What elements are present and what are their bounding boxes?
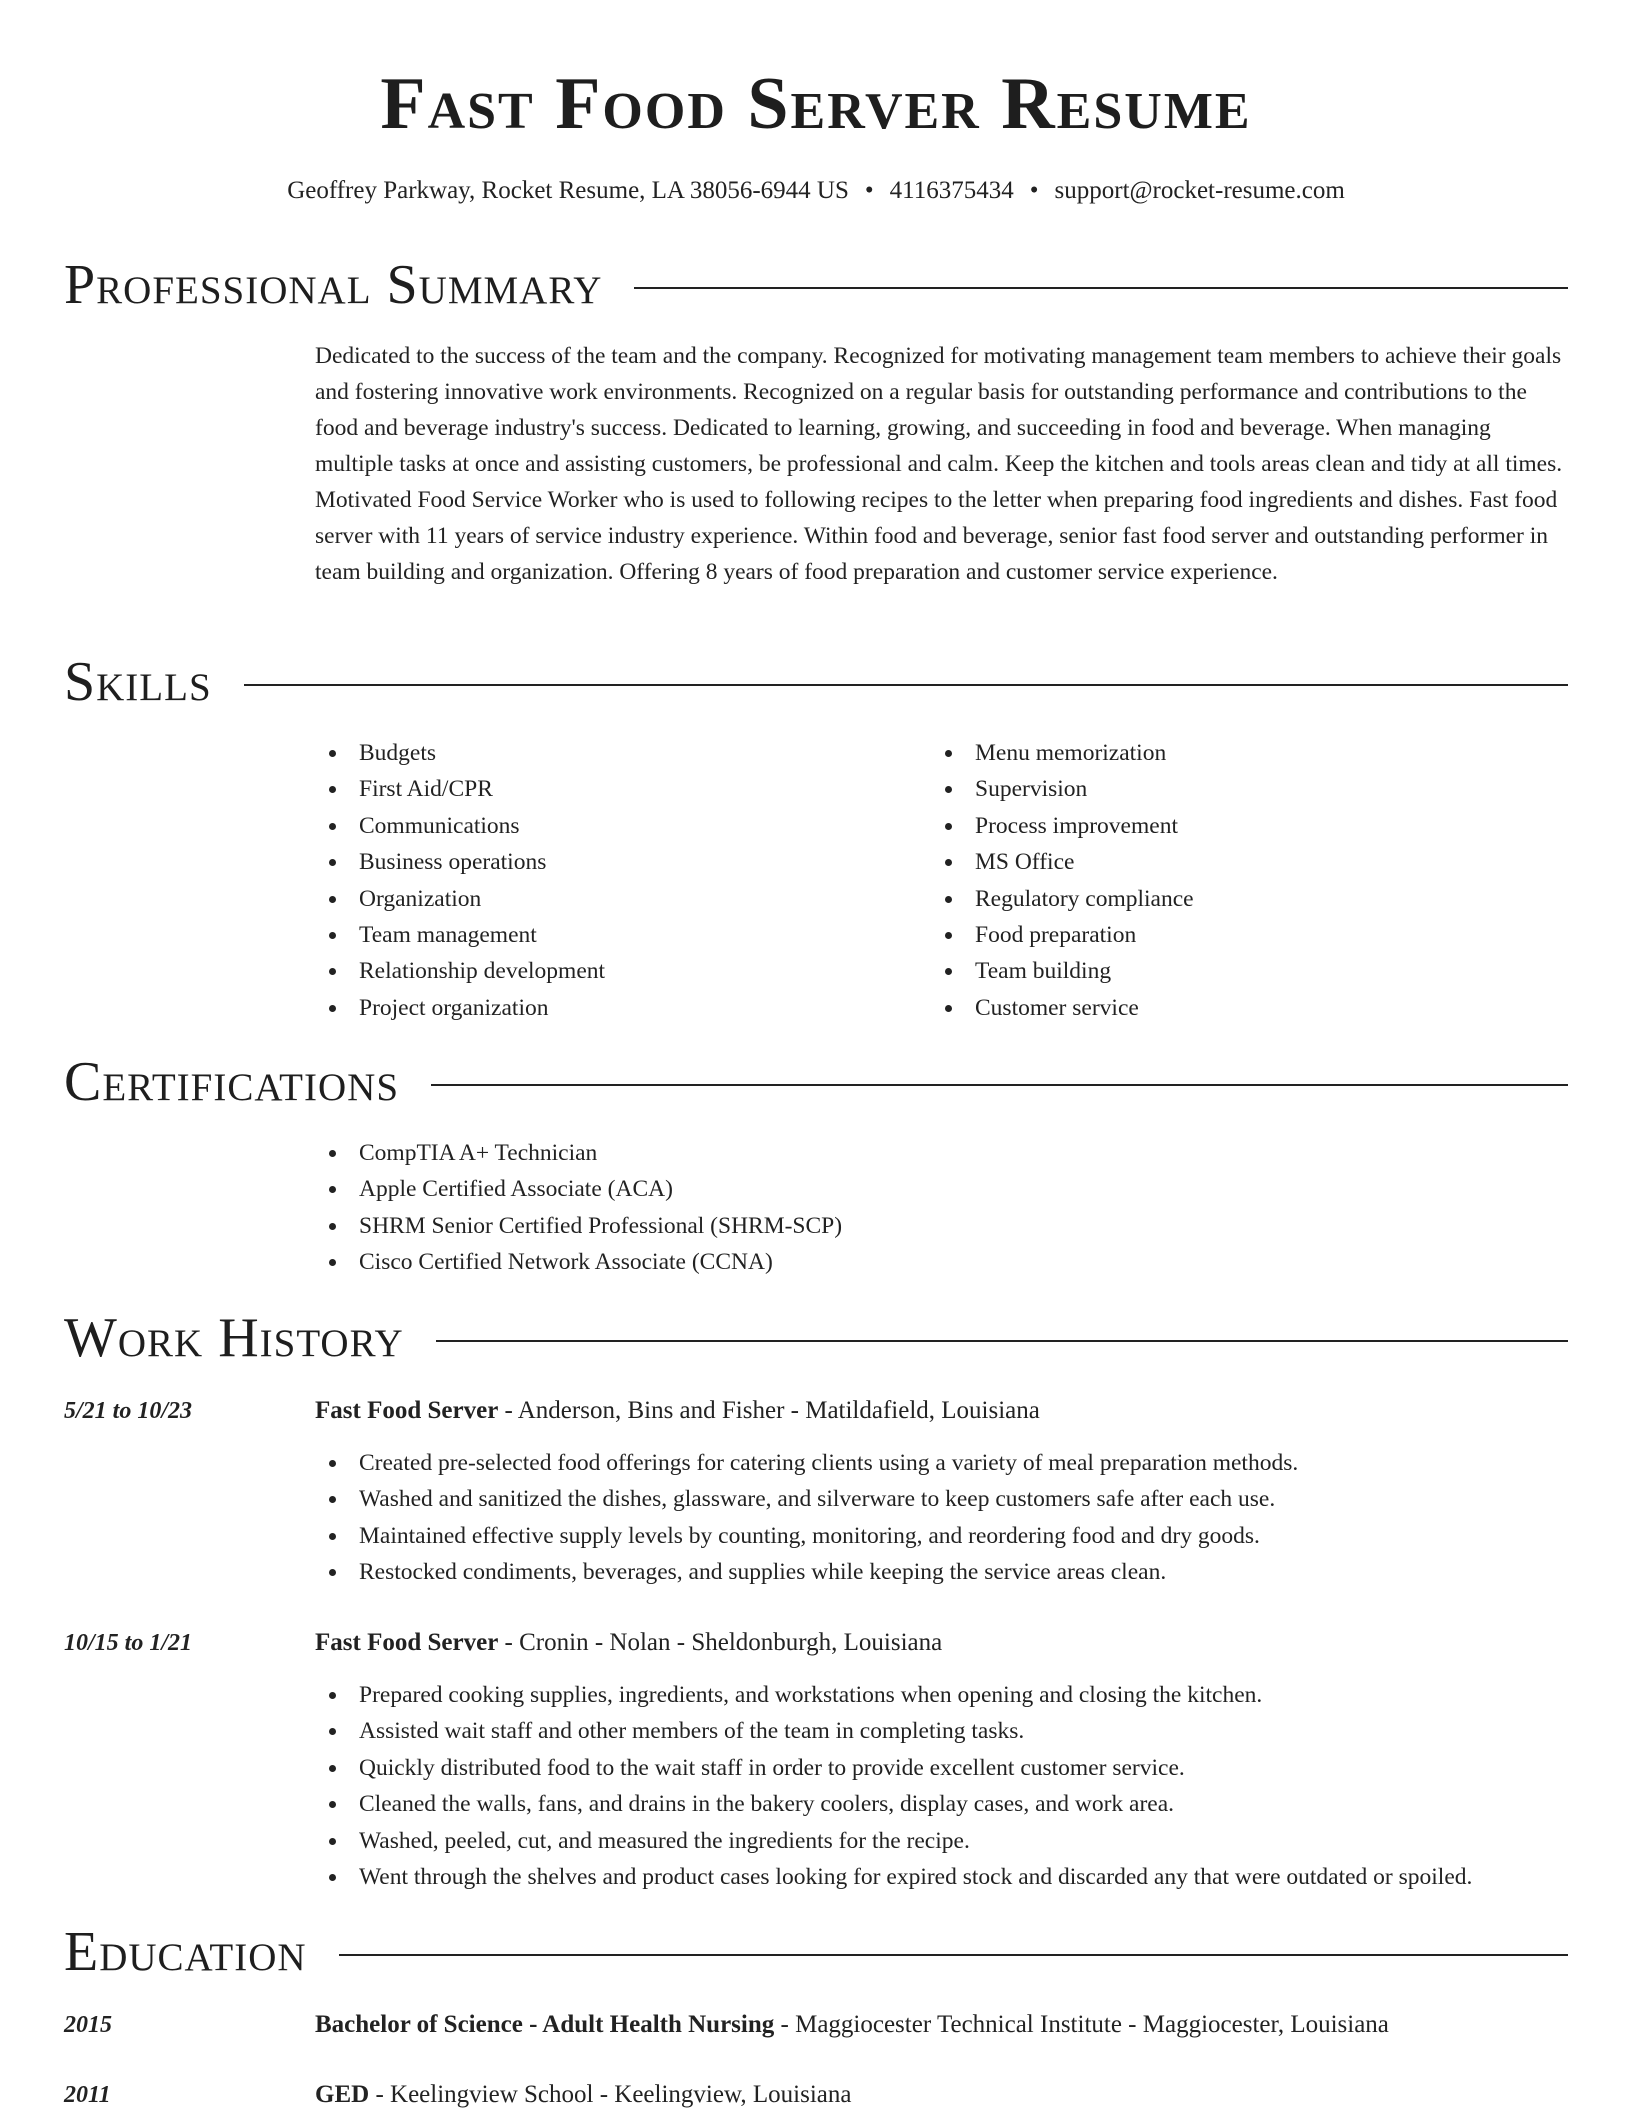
skill-item: Customer service — [931, 990, 1531, 1026]
section-divider — [244, 684, 1568, 686]
duty-item: Assisted wait staff and other members of the team in completing tasks. — [315, 1713, 1595, 1749]
contact-separator: • — [864, 177, 874, 204]
education-entry — [315, 2078, 1575, 2112]
certifications-list-wrapper — [315, 1135, 1515, 1281]
skill-item: Team building — [931, 953, 1531, 989]
skills-column-left — [315, 735, 915, 1026]
job-title: Fast Food Server — [315, 1397, 499, 1424]
resume-title: Fast Food Server Resume — [380, 63, 1252, 145]
contact-phone: 4116375434 — [889, 177, 1014, 204]
contact-line — [0, 174, 1632, 208]
job-duties-list — [315, 1445, 1595, 1591]
duty-item: Prepared cooking supplies, ingredients, and workstations when opening and closing the kitchen. — [315, 1677, 1595, 1713]
education-heading-label: Education — [64, 1921, 307, 1983]
certifications-section-heading — [64, 1050, 1568, 1114]
skill-item: Project organization — [315, 990, 915, 1026]
duty-item: Cleaned the walls, fans, and drains in the bakery coolers, display cases, and work area. — [315, 1786, 1595, 1822]
skill-item: Organization — [315, 881, 915, 917]
skills-list-right — [931, 735, 1531, 1026]
duty-item: Maintained effective supply levels by counting, monitoring, and reordering food and dry goods. — [315, 1518, 1595, 1554]
skills-column-right — [931, 735, 1531, 1026]
duty-item: Went through the shelves and product cases looking for expired stock and discarded any that were outdated or spoiled. — [315, 1859, 1595, 1895]
education-entry — [315, 2008, 1575, 2042]
duty-item: Restocked condiments, beverages, and supplies while keeping the service areas clean. — [315, 1554, 1595, 1590]
summary-text: Dedicated to the success of the team and the company. Recognized for motivating management team members to achieve their goals and fostering innovative work environments. Recognized on a regular basis for outstanding performance and contributions to the food and beverage industry's success. Dedicated to learning, growing, and succeeding in food and beverage. When managing multiple tasks at once and assisting customers, be professional and calm. Keep the kitchen and tools areas clean and tidy at all times. Motivated Food Service Worker who is used to following recipes to the letter when preparing food ingredients and dishes. Fast food server with 11 years of service industry experience. Within food and beverage, senior fast food server and outstanding performer in team building and organization. Offering 8 years of food preparation and customer service experience. — [315, 343, 1563, 585]
skill-item: Menu memorization — [931, 735, 1531, 771]
certification-item: Cisco Certified Network Associate (CCNA) — [315, 1244, 1515, 1280]
work-history-heading-label: Work History — [64, 1307, 404, 1369]
contact-separator: • — [1029, 177, 1039, 204]
contact-address: Geoffrey Parkway, Rocket Resume, LA 38056-6944 US — [287, 177, 849, 204]
job-duties-list — [315, 1677, 1595, 1895]
certifications-list — [315, 1135, 1515, 1281]
section-divider — [436, 1340, 1568, 1342]
duty-item: Quickly distributed food to the wait staff in order to provide excellent customer service. — [315, 1750, 1595, 1786]
work-history-section-heading — [64, 1306, 1568, 1370]
job-duties — [315, 1445, 1595, 1591]
certification-item: CompTIA A+ Technician — [315, 1135, 1515, 1171]
duty-item: Washed and sanitized the dishes, glassware, and silverware to keep customers safe after each use. — [315, 1481, 1595, 1517]
duty-item: Created pre-selected food offerings for catering clients using a variety of meal preparation methods. — [315, 1445, 1595, 1481]
education-degree: GED — [315, 2081, 370, 2108]
skill-item: Budgets — [315, 735, 915, 771]
certification-item: Apple Certified Associate (ACA) — [315, 1171, 1515, 1207]
skill-item: Regulatory compliance — [931, 881, 1531, 917]
education-school-location: - Keelingview School - Keelingview, Louisiana — [369, 2081, 852, 2108]
education-section-heading — [64, 1920, 1568, 1984]
education-school-location: - Maggiocester Technical Institute - Maggiocester, Louisiana — [774, 2011, 1389, 2038]
job-dates: 10/15 to 1/21 — [64, 1630, 193, 1656]
skill-item: First Aid/CPR — [315, 771, 915, 807]
skill-item: MS Office — [931, 844, 1531, 880]
contact-email: support@rocket-resume.com — [1054, 177, 1345, 204]
education-year: 2015 — [64, 2012, 112, 2038]
certification-item: SHRM Senior Certified Professional (SHRM-SCP) — [315, 1208, 1515, 1244]
summary-section-heading — [64, 253, 1568, 317]
section-divider — [339, 1954, 1568, 1956]
job-heading — [315, 1394, 1575, 1428]
section-divider — [431, 1084, 1568, 1086]
skill-item: Process improvement — [931, 808, 1531, 844]
skill-item: Supervision — [931, 771, 1531, 807]
job-title: Fast Food Server — [315, 1629, 499, 1656]
job-dates: 5/21 to 10/23 — [64, 1398, 193, 1424]
job-duties — [315, 1677, 1595, 1895]
skills-heading-label: Skills — [64, 651, 212, 713]
summary-heading-label: Professional Summary — [64, 254, 603, 316]
section-divider — [634, 287, 1568, 289]
certifications-heading-label: Certifications — [64, 1051, 400, 1113]
duty-item: Washed, peeled, cut, and measured the ingredients for the recipe. — [315, 1823, 1595, 1859]
skills-list-left — [315, 735, 915, 1026]
skill-item: Relationship development — [315, 953, 915, 989]
job-employer-location: - Anderson, Bins and Fisher - Matildafield, Louisiana — [498, 1397, 1040, 1424]
education-year: 2011 — [64, 2082, 111, 2108]
skill-item: Team management — [315, 917, 915, 953]
skill-item: Business operations — [315, 844, 915, 880]
job-employer-location: - Cronin - Nolan - Sheldonburgh, Louisiana — [498, 1629, 943, 1656]
skill-item: Food preparation — [931, 917, 1531, 953]
skills-section-heading — [64, 650, 1568, 714]
skill-item: Communications — [315, 808, 915, 844]
job-heading — [315, 1626, 1575, 1660]
education-degree: Bachelor of Science - Adult Health Nursing — [315, 2011, 775, 2038]
